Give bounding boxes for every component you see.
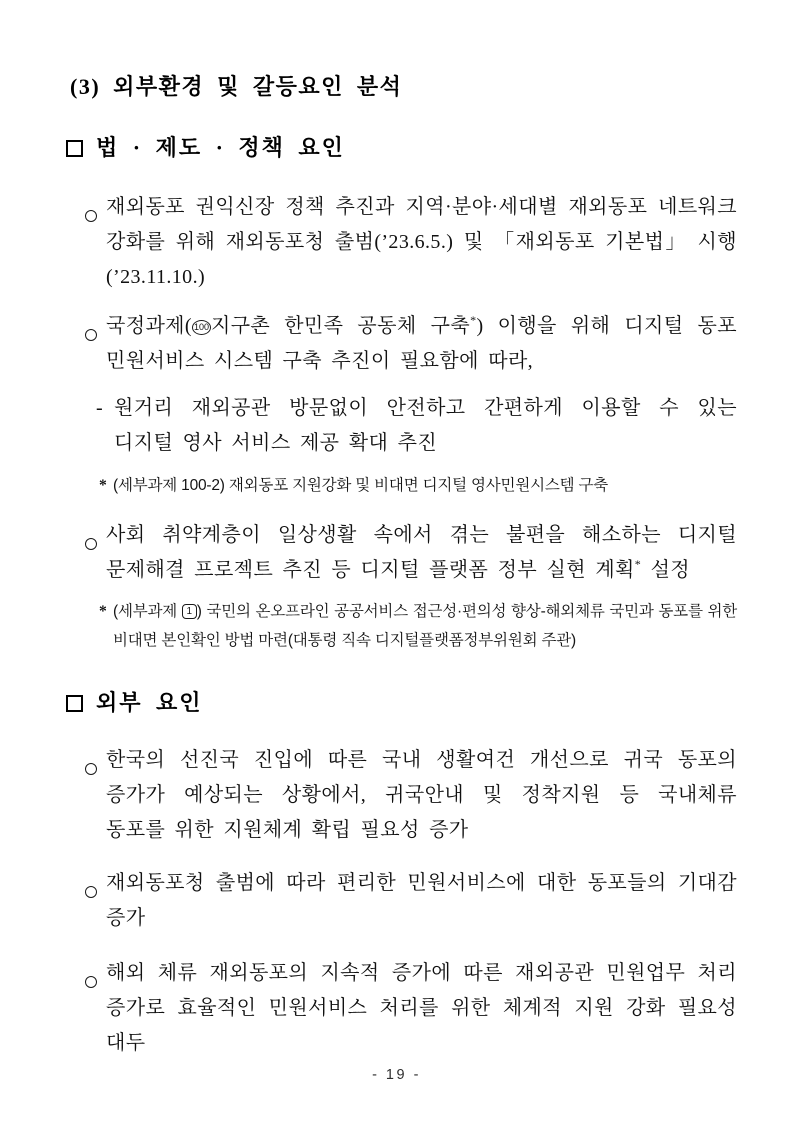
bullet-text: 해외 체류 재외동포의 지속적 증가에 따른 재외공관 민원업무 처리 증가로 효율적인 민원서비스 처리를 위한 체계적 지원 강화 필요성 대두	[106, 962, 737, 1054]
circle-bullet-icon	[85, 329, 97, 341]
circle-bullet-marker	[85, 518, 106, 588]
square-bullet-icon	[66, 140, 83, 157]
bullet-text-pre: 국정과제(	[106, 315, 192, 337]
bullet-text-post: 설정	[641, 559, 691, 581]
bullet-text: 한국의 선진국 진입에 따른 국내 생활여건 개선으로 귀국 동포의 증가가 예상되는 상황에서, 귀국안내 및 정착지원 등 국내체류 동포를 위한 지원체계 확립 필요성 증가	[106, 749, 737, 841]
bullet-text-pre: 사회 취약계층이 일상생활 속에서 겪는 불편을 해소하는 디지털 문제해결 프로젝트 추진 등 디지털 플랫폼 정부 실현 계획	[106, 524, 737, 581]
circle-bullet-icon	[85, 976, 97, 988]
bullet-digital-platform-gov	[85, 518, 737, 588]
bullet-text	[106, 518, 737, 588]
footnote-text-pre: (세부과제	[113, 603, 182, 620]
sub-bullet-digital-consular	[96, 391, 737, 461]
bullet-text-mid: 지구촌 한민족 공동체 구축	[210, 315, 471, 337]
circle-bullet-marker	[85, 743, 106, 848]
page-number: - 19 -	[372, 1067, 421, 1083]
national-task-number-badge: 100	[192, 320, 211, 335]
circle-bullet-icon	[85, 210, 97, 222]
bullet-text: 재외동포청 출범에 따라 편리한 민원서비스에 대한 동포들의 기대감 증가	[106, 872, 737, 929]
section-heading-external-factors	[66, 689, 737, 717]
footnote-reference-asterisk: *	[634, 557, 642, 571]
circle-bullet-marker	[85, 309, 106, 379]
square-bullet-icon	[66, 695, 83, 712]
bullet-text: 재외동포 권익신장 정책 추진과 지역·분야·세대별 재외동포 네트워크 강화를 위해 재외동포청 출범(’23.6.5.) 및 「재외동포 기본법」 시행(’23.11.10.)	[106, 196, 737, 288]
bullet-text	[106, 309, 737, 379]
footnote-text	[113, 597, 737, 655]
sub-bullet-text: 원거리 재외공관 방문없이 안전하고 간편하게 이용할 수 있는 디지털 영사 서비스 제공 확대 추진	[114, 397, 737, 454]
footnote-text-post: ) 국민의 온오프라인 공공서비스 접근성·편의성 향상-해외체류 국민과 동포를 위한 비대면 본인확인 방법 마련(대통령 직속 디지털플랫폼정부위원회 주관)	[113, 603, 737, 649]
section-heading-label: 외부 요인	[96, 690, 203, 715]
bullet-expectation-civil-service	[85, 866, 737, 936]
footnote-reference-asterisk: *	[470, 313, 477, 327]
footnote-asterisk-marker: *	[99, 603, 107, 620]
dash-marker: -	[96, 397, 104, 419]
bullet-overseas-koreans-agency	[85, 190, 737, 295]
bullet-systematic-support-need	[85, 956, 737, 1061]
circle-bullet-marker	[85, 190, 106, 295]
section-heading-label: 법 · 제도 · 정책 요인	[96, 135, 345, 160]
circle-bullet-icon	[85, 886, 97, 898]
footnote-text: (세부과제 100-2) 재외동포 지원강화 및 비대면 디지털 영사민원시스템 구축	[113, 477, 609, 494]
subtask-number-badge: 1	[182, 604, 197, 619]
footnote-subtask-100-2	[99, 471, 737, 500]
circle-bullet-icon	[85, 763, 97, 775]
section-heading-legal-policy	[66, 134, 737, 162]
page-title: (3) 외부환경 및 갈등요인 분석	[70, 74, 403, 99]
circle-bullet-marker	[85, 956, 106, 1061]
footnote-asterisk-marker: *	[99, 477, 107, 494]
circle-bullet-icon	[85, 538, 97, 550]
footnote-subtask-1	[99, 597, 737, 655]
bullet-returning-koreans-support	[85, 743, 737, 848]
bullet-text-post: ) 이행을 위해 디지털 동포 민원서비스 시스템 구축 추진이 필요함에 따라,	[106, 315, 737, 372]
bullet-national-task	[85, 309, 737, 379]
circle-bullet-marker	[85, 866, 106, 936]
